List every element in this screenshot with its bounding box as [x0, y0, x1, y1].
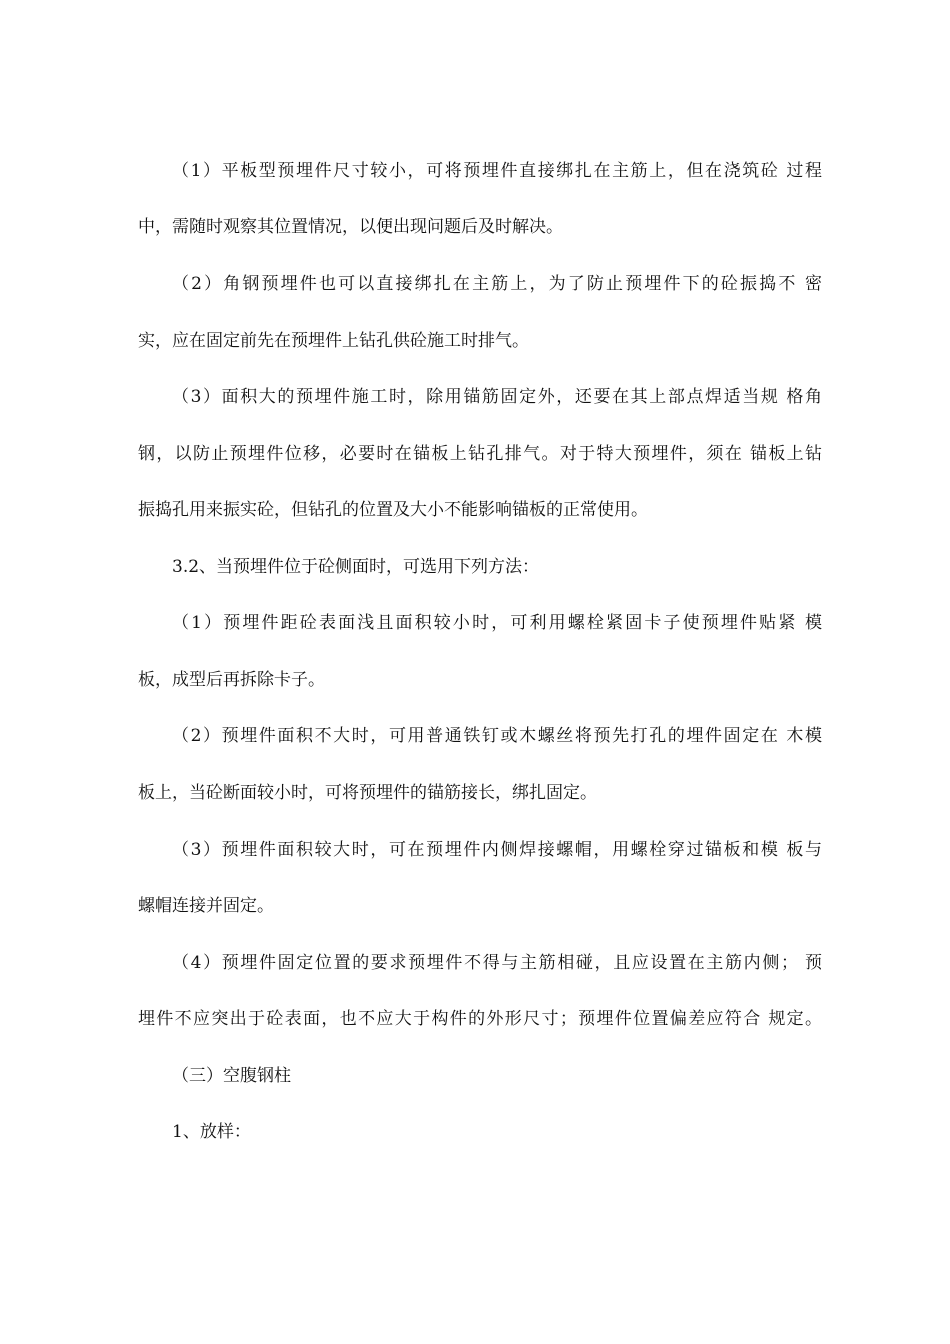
paragraph-line: 板上，当砼断面较小时，可将预埋件的锚筋接长，绑扎固定。: [138, 783, 597, 803]
paragraph-line: 中，需随时观察其位置情况，以便出现问题后及时解决。: [138, 217, 563, 237]
section-heading: 3.2、当预埋件位于砼侧面时，可选用下列方法：: [172, 557, 540, 577]
paragraph-line: （3）面积大的预埋件施工时，除用锚筋固定外，还要在其上部点焊适当规 格角: [172, 387, 822, 407]
section-heading: （三）空腹钢柱: [172, 1066, 291, 1086]
paragraph-line: 板，成型后再拆除卡子。: [138, 670, 325, 690]
paragraph-line: 埋件不应突出于砼表面，也不应大于构件的外形尺寸；预埋件位置偏差应符合 规定。: [138, 1009, 822, 1029]
paragraph-line: （4）预埋件固定位置的要求预埋件不得与主筋相碰，且应设置在主筋内侧； 预: [172, 953, 822, 973]
section-heading: 1、放样：: [172, 1122, 251, 1142]
paragraph-line: 振捣孔用来振实砼，但钻孔的位置及大小不能影响锚板的正常使用。: [138, 500, 648, 520]
paragraph-line: 螺帽连接并固定。: [138, 896, 274, 916]
paragraph-line: （1）平板型预埋件尺寸较小，可将预埋件直接绑扎在主筋上，但在浇筑砼 过程: [172, 161, 822, 181]
paragraph-line: （1）预埋件距砼表面浅且面积较小时，可利用螺栓紧固卡子使预埋件贴紧 模: [172, 613, 822, 633]
paragraph-line: 实，应在固定前先在预埋件上钻孔供砼施工时排气。: [138, 331, 529, 351]
paragraph-line: （3）预埋件面积较大时，可在预埋件内侧焊接螺帽，用螺栓穿过锚板和模 板与: [172, 840, 822, 860]
paragraph-line: 钢，以防止预埋件位移，必要时在锚板上钻孔排气。对于特大预埋件，须在 锚板上钻: [138, 444, 822, 464]
paragraph-line: （2）预埋件面积不大时，可用普通铁钉或木螺丝将预先打孔的埋件固定在 木模: [172, 726, 822, 746]
paragraph-line: （2）角钢预埋件也可以直接绑扎在主筋上，为了防止预埋件下的砼振捣不 密: [172, 274, 822, 294]
